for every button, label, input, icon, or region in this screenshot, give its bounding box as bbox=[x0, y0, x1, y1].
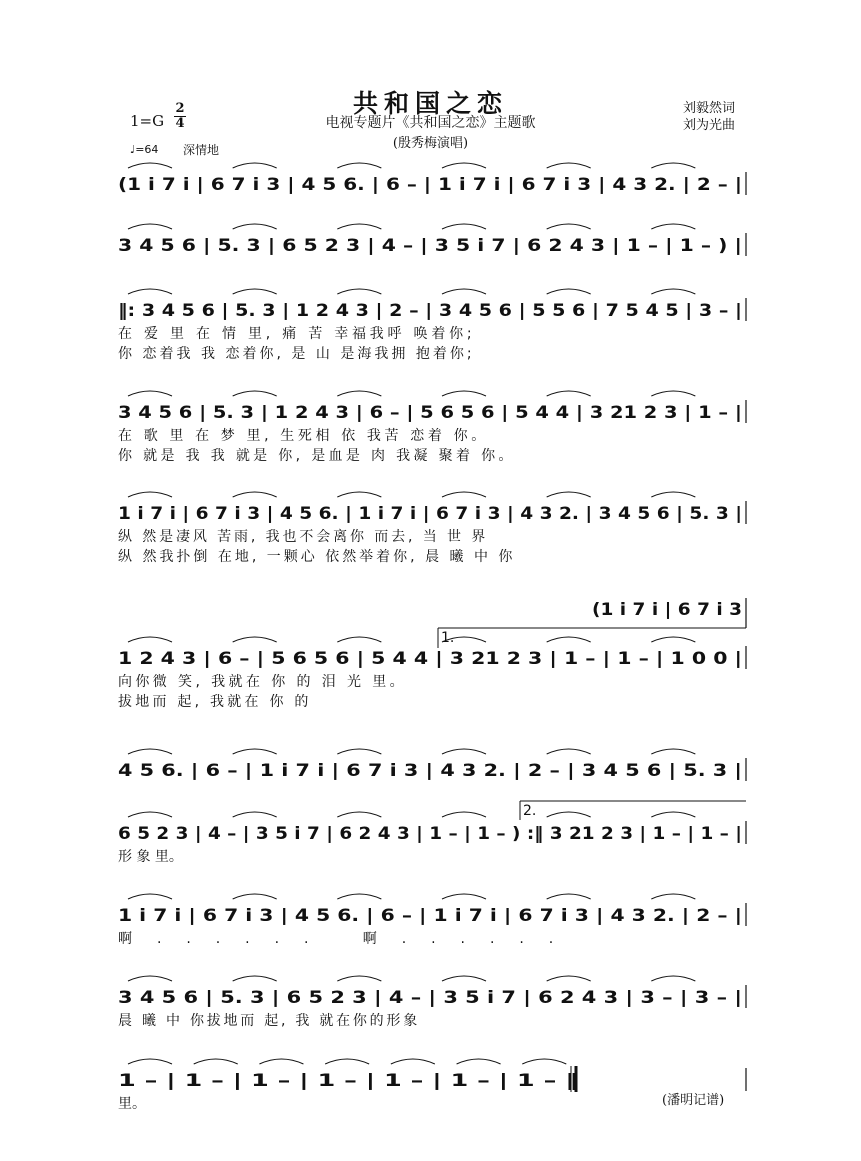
slur bbox=[233, 749, 277, 754]
slur bbox=[547, 163, 591, 168]
performer: (殷秀梅演唱) bbox=[392, 136, 469, 151]
slur bbox=[547, 812, 591, 817]
slur bbox=[233, 637, 277, 642]
notation-line: 3 4 5 6 | 5. 3 | 6 5 2 3 | 4 – | 3 5 i 7 | 6 2 4 3 | 3 – | 3 – | bbox=[118, 988, 742, 1008]
slur bbox=[442, 391, 486, 396]
slur bbox=[651, 637, 695, 642]
lyric-line: 在 爱 里 在 情 里, 痛 苦 幸福我呼 唤着你; bbox=[118, 326, 472, 342]
slur bbox=[442, 163, 486, 168]
slur bbox=[233, 894, 277, 899]
slur bbox=[233, 391, 277, 396]
slur bbox=[547, 492, 591, 497]
slur bbox=[442, 492, 486, 497]
slur bbox=[442, 289, 486, 294]
song-subtitle: 电视专题片《共和国之恋》主题歌 bbox=[325, 115, 536, 131]
slur bbox=[194, 1059, 238, 1064]
slur bbox=[442, 894, 486, 899]
lyric-line: 纵 然是凄风 苦雨, 我也不会离你 而去, 当 世 界 bbox=[118, 529, 486, 545]
time-signature-top: 2 bbox=[175, 101, 185, 116]
volta-2-label: 2. bbox=[523, 803, 537, 819]
notation-line: 4 5 6. | 6 – | 1 i 7 i | 6 7 i 3 | 4 3 2. | 2 – | 3 4 5 6 | 5. 3 | bbox=[118, 761, 742, 781]
slur bbox=[128, 812, 172, 817]
slur bbox=[522, 1059, 566, 1064]
lyric-line: 拔地而 起, 我就在 你 的 bbox=[118, 694, 309, 710]
notation-line: 1 i 7 i | 6 7 i 3 | 4 5 6. | 6 – | 1 i 7 i | 6 7 i 3 | 4 3 2. | 2 – | bbox=[118, 906, 742, 926]
slur bbox=[128, 894, 172, 899]
notation-line: 1 2 4 3 | 6 – | 5 6 5 6 | 5 4 4 | 3 21 2 3 | 1 – | 1 – | 1 0 0 | bbox=[118, 649, 742, 669]
notation-line: 1 – | 1 – | 1 – | 1 – | 1 – | 1 – | 1 – ‖ bbox=[118, 1071, 578, 1091]
slur bbox=[337, 894, 381, 899]
notation-line: 3 4 5 6 | 5. 3 | 1 2 4 3 | 6 – | 5 6 5 6 | 5 4 4 | 3 21 2 3 | 1 – | bbox=[118, 403, 742, 423]
slur bbox=[128, 391, 172, 396]
slur bbox=[651, 894, 695, 899]
lyric-line: 你 恋着我 我 恋着你, 是 山 是海我拥 抱着你; bbox=[118, 346, 472, 362]
lyric-line: 啊...... 啊...... bbox=[118, 931, 554, 947]
notation-credit: (潘明记谱) bbox=[662, 1093, 725, 1108]
slur bbox=[337, 749, 381, 754]
slur bbox=[651, 163, 695, 168]
slur bbox=[651, 812, 695, 817]
slur bbox=[337, 492, 381, 497]
slur bbox=[233, 163, 277, 168]
slur bbox=[233, 289, 277, 294]
slur bbox=[128, 637, 172, 642]
slur bbox=[651, 224, 695, 229]
slur bbox=[233, 976, 277, 981]
lyric-line: 形 象 里。 bbox=[118, 849, 183, 865]
slur bbox=[128, 163, 172, 168]
lyricist-credit: 刘毅然词 bbox=[683, 101, 736, 116]
slur bbox=[442, 749, 486, 754]
tempo-marking: ♩=64 bbox=[130, 143, 159, 156]
slur bbox=[233, 224, 277, 229]
expression-marking: 深情地 bbox=[183, 143, 220, 157]
slur bbox=[233, 812, 277, 817]
slur bbox=[128, 976, 172, 981]
slur bbox=[337, 976, 381, 981]
slur bbox=[651, 749, 695, 754]
lyric-line: 里。 bbox=[118, 1096, 146, 1112]
key-signature: 1=G bbox=[130, 112, 165, 130]
slur bbox=[128, 492, 172, 497]
slur bbox=[337, 163, 381, 168]
slur bbox=[337, 637, 381, 642]
slur bbox=[128, 749, 172, 754]
notation-line: ‖: 3 4 5 6 | 5. 3 | 1 2 4 3 | 2 – | 3 4 5 6 | 5 5 6 | 7 5 4 5 | 3 – | bbox=[118, 301, 742, 321]
slur bbox=[547, 289, 591, 294]
slur bbox=[337, 289, 381, 294]
slur bbox=[547, 749, 591, 754]
slur bbox=[547, 391, 591, 396]
lyric-line: 向你微 笑, 我就在 你 的 泪 光 里。 bbox=[118, 674, 404, 690]
slur bbox=[337, 224, 381, 229]
slur bbox=[128, 289, 172, 294]
slur bbox=[391, 1059, 435, 1064]
slur bbox=[651, 976, 695, 981]
notation-line: 1 i 7 i | 6 7 i 3 | 4 5 6. | 1 i 7 i | 6 7 i 3 | 4 3 2. | 3 4 5 6 | 5. 3 | bbox=[118, 504, 742, 524]
slur bbox=[547, 976, 591, 981]
song-title: 共和国之恋 bbox=[352, 89, 508, 118]
slur bbox=[337, 391, 381, 396]
slur bbox=[547, 894, 591, 899]
slur bbox=[325, 1059, 369, 1064]
composer-credit: 刘为光曲 bbox=[683, 118, 736, 133]
slur bbox=[442, 812, 486, 817]
slur bbox=[128, 224, 172, 229]
lyric-line: 晨 曦 中 你拔地而 起, 我 就在你的形象 bbox=[118, 1013, 418, 1029]
time-signature-bottom: 4 bbox=[175, 116, 185, 131]
notation-line: (1 i 7 i | 6 7 i 3 | 4 5 6. | 6 – | 1 i 7 i | 6 7 i 3 | 4 3 2. | 2 – | bbox=[118, 175, 742, 195]
slur bbox=[259, 1059, 303, 1064]
lyric-line: 纵 然我扑倒 在地, 一颗心 依然举着你, 晨 曦 中 你 bbox=[118, 549, 513, 565]
notation-line: 6 5 2 3 | 4 – | 3 5 i 7 | 6 2 4 3 | 1 – | 1 – ) :‖ 3 21 2 3 | 1 – | 1 – | bbox=[118, 824, 742, 844]
slur bbox=[457, 1059, 501, 1064]
volta-1-label: 1. bbox=[441, 630, 455, 646]
slur bbox=[651, 289, 695, 294]
slur bbox=[547, 637, 591, 642]
slur bbox=[651, 391, 695, 396]
slur bbox=[547, 224, 591, 229]
notation-line: 3 4 5 6 | 5. 3 | 6 5 2 3 | 4 – | 3 5 i 7 | 6 2 4 3 | 1 – | 1 – ) | bbox=[118, 236, 742, 256]
overlay-notation: (1 i 7 i | 6 7 i 3 bbox=[592, 600, 742, 620]
slur bbox=[337, 812, 381, 817]
lyric-line: 你 就是 我 我 就是 你, 是血是 肉 我凝 聚着 你。 bbox=[118, 448, 513, 464]
lyric-line: 在 歌 里 在 梦 里, 生死相 依 我苦 恋着 你。 bbox=[118, 428, 486, 444]
slur bbox=[233, 492, 277, 497]
slur bbox=[651, 492, 695, 497]
slur bbox=[128, 1059, 172, 1064]
slur bbox=[442, 224, 486, 229]
slur bbox=[442, 976, 486, 981]
